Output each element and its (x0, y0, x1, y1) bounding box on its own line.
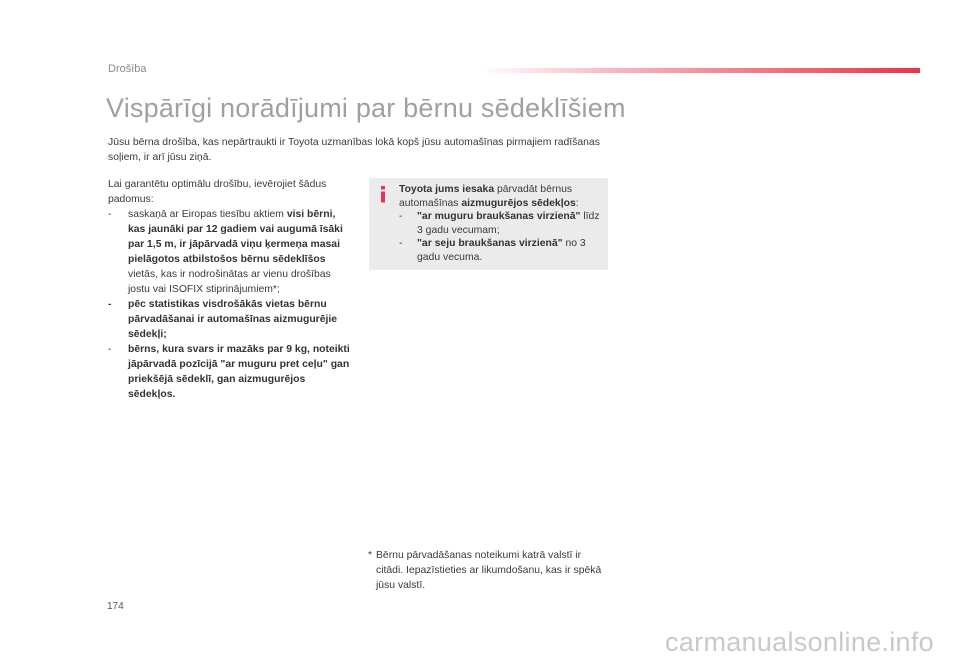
list-dash: - (399, 211, 403, 222)
list-item: - pēc statistikas visdrošākās vietas bērnu pārvadāšanai ir automašīnas aizmugurējie sēdekļi; (108, 299, 338, 340)
page-title: Vispārīgi norādījumi par bērnu sēdeklīšiem (106, 93, 626, 123)
advice-lead: Lai garantētu optimālu drošību, ievērojiet šādus padomus: (108, 179, 327, 205)
list-item: - saskaņā ar Eiropas tiesību aktiem visi bērni, kas jaunāki par 12 gadiem vai augumā īsāki par 1,5 m, ir jāpārvadā viņu ķermeņa masai pielāgotos atbilstošos bērnu sēdeklīšos vietās, kas ir nodrošinātas ar vienu drošības jostu vai ISOFIX stiprinājumiem*; (108, 209, 343, 295)
list-item: - bērns, kura svars ir mazāks par 9 kg, noteikti jāpārvadā pozīcijā "ar muguru pret ceļu" gan priekšējā sēdeklī, gan aizmugurējos sēdekļos. (108, 344, 350, 400)
list-dash: - (108, 209, 112, 220)
list-dash: - (108, 299, 112, 310)
info-icon (378, 186, 388, 208)
list-dash: - (108, 344, 112, 355)
footnote (368, 548, 608, 593)
recommendation-box (369, 178, 608, 270)
recommendation-lead: Toyota jums iesaka pārvadāt bērnus automašīnas aizmugurējos sēdekļos: (399, 184, 579, 209)
list-item: - "ar muguru braukšanas virzienā" līdz 3 gadu vecumam; (399, 211, 600, 236)
footnote-text: Bērnu pārvadāšanas noteikumi katrā valstī ir citādi. Iepazīstieties ar likumdošanu, kas ir spēkā jūsu valstī. (376, 550, 602, 591)
advice-list (108, 207, 353, 402)
footnote-marker: * (368, 550, 373, 561)
intro-paragraph: Jūsu bērna drošība, kas nepārtraukti ir Toyota uzmanības lokā kopš jūsu automašīnas pirmajiem radīšanas soļiem, ir arī jūsu ziņā. (108, 137, 600, 163)
header-accent-bar (480, 68, 920, 73)
left-column (108, 177, 353, 402)
page-number: 174 (107, 601, 124, 612)
watermark: carmanualsonline.info (665, 627, 934, 657)
list-dash: - (399, 238, 403, 249)
recommendation-list (399, 210, 600, 264)
list-item: - "ar seju braukšanas virzienā" no 3 gadu vecuma. (399, 238, 586, 263)
section-label: Drošība (108, 63, 147, 75)
